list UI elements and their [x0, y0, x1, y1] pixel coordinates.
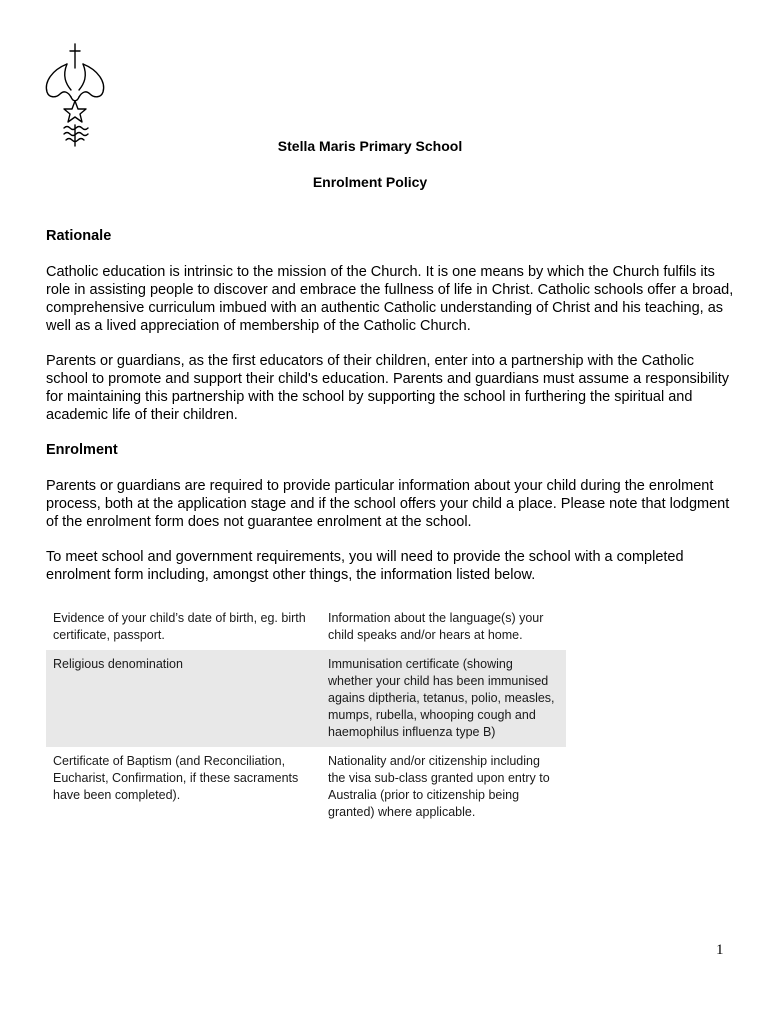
- table-row: [46, 747, 566, 827]
- school-name: Stella Maris Primary School: [277, 138, 463, 154]
- table-cell: Information about the language(s) your child speaks and/or hears at home.: [328, 611, 544, 642]
- page-number: 1: [716, 942, 724, 958]
- table-row: [46, 650, 566, 747]
- rationale-heading: Rationale: [46, 228, 112, 244]
- table-cell: Certificate of Baptism (and Reconciliation, Eucharist, Confirmation, if these sacraments have been completed).: [53, 754, 299, 802]
- table-cell: Religious denomination: [46, 650, 321, 747]
- enrolment-paragraph-2: To meet school and government requirements, you will need to provide the school with a completed enrolment form including, amongst other things, the information listed below.: [46, 549, 684, 583]
- table-cell: Evidence of your child’s date of birth, eg. birth certificate, passport.: [53, 611, 306, 642]
- requirements-table: [46, 604, 566, 827]
- table-row: [46, 604, 566, 650]
- rationale-paragraph-2: Parents or guardians, as the first educators of their children, enter into a partnership with the Catholic school to promote and support their child's education. Parents and guardians must assume a responsibility for maintaining this partnership with the school by supporting the school in furthering the spiritual and academic life of their children.: [46, 353, 730, 423]
- table-cell: Nationality and/or citizenship including the visa sub-class granted upon entry to Australia (prior to citizenship being granted) where applicable.: [328, 754, 550, 819]
- enrolment-heading: Enrolment: [46, 442, 118, 458]
- enrolment-paragraph-1: Parents or guardians are required to provide particular information about your child during the enrolment process, both at the application stage and if the school offers your child a place. Please note that lodgment of the enrolment form does not guarantee enrolment at the school.: [46, 478, 730, 530]
- table-cell: Immunisation certificate (showing whether your child has been immunised agains diptheria, tetanus, polio, measles, mumps, rubella, whooping cough and haemophilus influenza type B): [321, 650, 566, 747]
- document-title: Enrolment Policy: [312, 174, 428, 190]
- rationale-paragraph-1: Catholic education is intrinsic to the mission of the Church. It is one means by which the Church fulfils its role in assisting people to discover and embrace the fullness of life in Christ. Catholic schools offer a broad, comprehensive curriculum imbued with an authentic Catholic understanding of Christ and his teaching, as well as a lived appreciation of membership of the Catholic Church.: [46, 264, 734, 334]
